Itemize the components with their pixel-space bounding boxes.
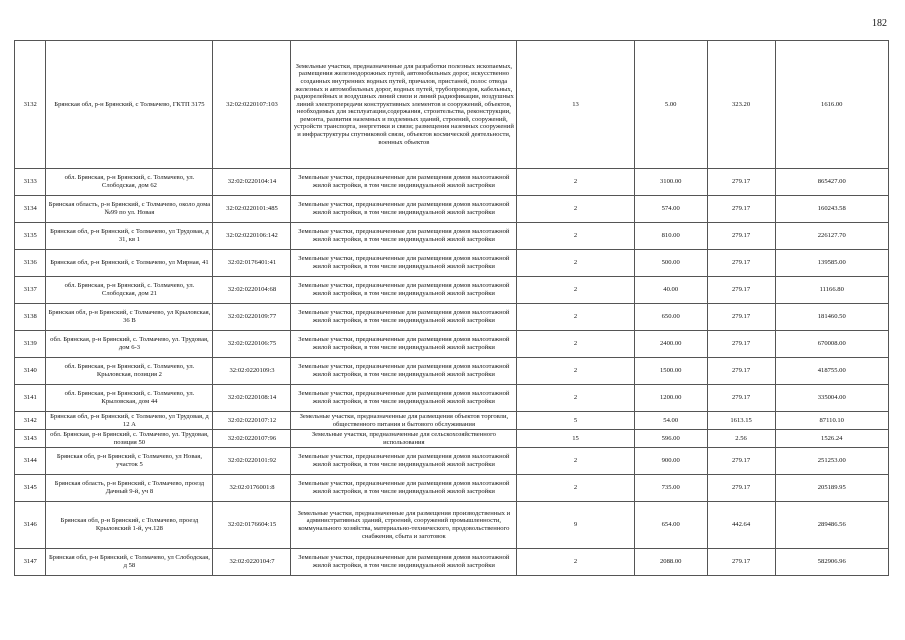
land-use-cell: Земельные участки, предназначенные для размещения домов малоэтажной жилой застройки, в том числе индивидуальной жилой застройки xyxy=(291,331,517,358)
use-group-code-cell: 2 xyxy=(517,475,634,502)
row-number-cell: 3135 xyxy=(15,223,46,250)
specific-value-cell: 279.17 xyxy=(707,549,775,576)
land-use-cell: Земельные участки, предназначенные для размещения домов малоэтажной жилой застройки, в том числе индивидуальной жилой застройки xyxy=(291,448,517,475)
cadastral-number-cell: 32:02:0220109:3 xyxy=(213,358,291,385)
cadastral-value-cell: 670008.00 xyxy=(775,331,889,358)
cadastral-number-cell: 32:02:0220106:75 xyxy=(213,331,291,358)
land-registry-table xyxy=(14,40,889,576)
specific-value-cell: 279.17 xyxy=(707,277,775,304)
address-cell: обл. Брянская, р-н Брянский, с. Толмачево, ул. Слободская, дом 62 xyxy=(46,169,213,196)
address-cell: обл. Брянская, р-н Брянский, с. Толмачево, ул. Крыловская, позиция 2 xyxy=(46,358,213,385)
land-use-cell: Земельные участки, предназначенные для размещения домов малоэтажной жилой застройки, в том числе индивидуальной жилой застройки xyxy=(291,223,517,250)
area-cell: 3100.00 xyxy=(634,169,707,196)
cadastral-number-cell: 32:02:0220109:77 xyxy=(213,304,291,331)
cadastral-value-cell: 139585.00 xyxy=(775,250,889,277)
land-use-cell: Земельные участки, предназначенные для размещения домов малоэтажной жилой застройки, в том числе индивидуальной жилой застройки xyxy=(291,169,517,196)
address-cell: обл. Брянская, р-н Брянский, с. Толмачево, ул. Трудовая, дом 6-3 xyxy=(46,331,213,358)
row-number-cell: 3133 xyxy=(15,169,46,196)
row-number-cell: 3139 xyxy=(15,331,46,358)
cadastral-value-cell: 181460.50 xyxy=(775,304,889,331)
area-cell: 654.00 xyxy=(634,502,707,549)
specific-value-cell: 279.17 xyxy=(707,223,775,250)
use-group-code-cell: 2 xyxy=(517,304,634,331)
area-cell: 900.00 xyxy=(634,448,707,475)
table-row xyxy=(15,304,889,331)
specific-value-cell: 279.17 xyxy=(707,169,775,196)
use-group-code-cell: 2 xyxy=(517,385,634,412)
table-row xyxy=(15,502,889,549)
specific-value-cell: 279.17 xyxy=(707,331,775,358)
use-group-code-cell: 2 xyxy=(517,223,634,250)
address-cell: Брянская обл, р-н Брянский, с Толмачево, ул Новая, участок 5 xyxy=(46,448,213,475)
specific-value-cell: 442.64 xyxy=(707,502,775,549)
land-use-cell: Земельные участки, предназначенные для размещения производственных и административных зданий, строений, сооружений промышленности, коммунального хозяйства, материально-технического, продовольственного снабжения, сбыта и заготовок xyxy=(291,502,517,549)
table-row xyxy=(15,475,889,502)
land-use-cell: Земельные участки, предназначенные для размещения домов малоэтажной жилой застройки, в том числе индивидуальной жилой застройки xyxy=(291,549,517,576)
cadastral-number-cell: 32:02:0220104:7 xyxy=(213,549,291,576)
cadastral-value-cell: 1526.24 xyxy=(775,430,889,448)
area-cell: 500.00 xyxy=(634,250,707,277)
address-cell: Брянская обл, р-н Брянский, с Толмачево, ул Мирная, 41 xyxy=(46,250,213,277)
address-cell: Брянская область, р-н Брянский, с Толмачево, проезд Дачный 9-й, уч 8 xyxy=(46,475,213,502)
cadastral-value-cell: 251253.00 xyxy=(775,448,889,475)
specific-value-cell: 323.20 xyxy=(707,41,775,169)
cadastral-number-cell: 32:02:0176604:15 xyxy=(213,502,291,549)
area-cell: 40.00 xyxy=(634,277,707,304)
use-group-code-cell: 15 xyxy=(517,430,634,448)
land-use-cell: Земельные участки, предназначенные для размещения домов малоэтажной жилой застройки, в том числе индивидуальной жилой застройки xyxy=(291,475,517,502)
use-group-code-cell: 2 xyxy=(517,549,634,576)
cadastral-value-cell: 418755.00 xyxy=(775,358,889,385)
land-use-cell: Земельные участки, предназначенные для размещения объектов торговли, общественного питания и бытового обслуживания xyxy=(291,412,517,430)
use-group-code-cell: 2 xyxy=(517,196,634,223)
area-cell: 54.00 xyxy=(634,412,707,430)
specific-value-cell: 2.56 xyxy=(707,430,775,448)
specific-value-cell: 279.17 xyxy=(707,250,775,277)
cadastral-number-cell: 32:02:0220101:485 xyxy=(213,196,291,223)
table-row xyxy=(15,169,889,196)
area-cell: 650.00 xyxy=(634,304,707,331)
table-row xyxy=(15,196,889,223)
use-group-code-cell: 2 xyxy=(517,331,634,358)
specific-value-cell: 279.17 xyxy=(707,448,775,475)
use-group-code-cell: 2 xyxy=(517,358,634,385)
area-cell: 574.00 xyxy=(634,196,707,223)
use-group-code-cell: 2 xyxy=(517,169,634,196)
address-cell: Брянская обл, р-н Брянский, с Толмачево, ул Слободская, д 58 xyxy=(46,549,213,576)
cadastral-number-cell: 32:02:0220107:103 xyxy=(213,41,291,169)
area-cell: 1200.00 xyxy=(634,385,707,412)
row-number-cell: 3137 xyxy=(15,277,46,304)
row-number-cell: 3134 xyxy=(15,196,46,223)
specific-value-cell: 279.17 xyxy=(707,358,775,385)
land-use-cell: Земельные участки, предназначенные для размещения домов малоэтажной жилой застройки, в том числе индивидуальной жилой застройки xyxy=(291,277,517,304)
row-number-cell: 3136 xyxy=(15,250,46,277)
cadastral-value-cell: 582906.96 xyxy=(775,549,889,576)
cadastral-value-cell: 289486.56 xyxy=(775,502,889,549)
row-number-cell: 3141 xyxy=(15,385,46,412)
row-number-cell: 3146 xyxy=(15,502,46,549)
row-number-cell: 3140 xyxy=(15,358,46,385)
row-number-cell: 3145 xyxy=(15,475,46,502)
table-body xyxy=(15,41,889,576)
area-cell: 596.00 xyxy=(634,430,707,448)
area-cell: 810.00 xyxy=(634,223,707,250)
specific-value-cell: 279.17 xyxy=(707,304,775,331)
cadastral-value-cell: 335004.00 xyxy=(775,385,889,412)
table-row xyxy=(15,250,889,277)
address-cell: Брянская обл, р-н Брянский, с Толмачево, ул Крыловская, 36 В xyxy=(46,304,213,331)
address-cell: Брянская обл, р-н Брянский, с Толмачево, ГКТП 3175 xyxy=(46,41,213,169)
cadastral-number-cell: 32:02:0220101:92 xyxy=(213,448,291,475)
cadastral-value-cell: 87110.10 xyxy=(775,412,889,430)
cadastral-number-cell: 32:02:0220107:12 xyxy=(213,412,291,430)
cadastral-value-cell: 865427.00 xyxy=(775,169,889,196)
land-use-cell: Земельные участки, предназначенные для размещения домов малоэтажной жилой застройки, в том числе индивидуальной жилой застройки xyxy=(291,385,517,412)
row-number-cell: 3144 xyxy=(15,448,46,475)
land-use-cell: Земельные участки, предназначенные для размещения домов малоэтажной жилой застройки, в том числе индивидуальной жилой застройки xyxy=(291,250,517,277)
land-use-cell: Земельные участки, предназначенные для размещения домов малоэтажной жилой застройки, в том числе индивидуальной жилой застройки xyxy=(291,304,517,331)
cadastral-value-cell: 11166.80 xyxy=(775,277,889,304)
land-use-cell: Земельные участки, предназначенные для размещения домов малоэтажной жилой застройки, в том числе индивидуальной жилой застройки xyxy=(291,196,517,223)
use-group-code-cell: 5 xyxy=(517,412,634,430)
table-row xyxy=(15,277,889,304)
table-row xyxy=(15,385,889,412)
area-cell: 2400.00 xyxy=(634,331,707,358)
table-row xyxy=(15,448,889,475)
cadastral-number-cell: 32:02:0220104:14 xyxy=(213,169,291,196)
cadastral-value-cell: 1616.00 xyxy=(775,41,889,169)
cadastral-number-cell: 32:02:0220107:96 xyxy=(213,430,291,448)
area-cell: 735.00 xyxy=(634,475,707,502)
address-cell: Брянская обл, р-н Брянский, с Толмачево, ул Трудовая, д 31, кв 1 xyxy=(46,223,213,250)
area-cell: 1500.00 xyxy=(634,358,707,385)
cadastral-number-cell: 32:02:0220104:68 xyxy=(213,277,291,304)
row-number-cell: 3143 xyxy=(15,430,46,448)
use-group-code-cell: 2 xyxy=(517,250,634,277)
address-cell: обл. Брянская, р-н Брянский, с. Толмачево, ул. Слободская, дом 21 xyxy=(46,277,213,304)
use-group-code-cell: 2 xyxy=(517,277,634,304)
land-use-cell: Земельные участки, предназначенные для разработки полезных ископаемых, размещения железнодорожных путей, автомобильных дорог, искусственно созданных внутренних водных путей, причалов, пристаней, полос отвода железных и автомобильных дорог, водных путей, трубопроводов, кабельных, радиорелейных и воздушных линий связи и линий радиофикации, воздушных линий электропередачи конструктивных элементов и сооружений, объектов, необходимых для эксплуатации,содержания, строительства, реконструкции, ремонта, развития наземных и подземных зданий, строений, сооружений, устройств транспорта, энергетики и связи; размещения наземных сооружений и инфраструктуры спутниковой связи, объектов космической деятельности, военных объектов xyxy=(291,41,517,169)
address-cell: Брянская обл, р-н Брянский, с Толмачево, проезд Крыловский 1-й, уч.128 xyxy=(46,502,213,549)
table-row xyxy=(15,549,889,576)
address-cell: обл. Брянская, р-н Брянский, с. Толмачево, ул. Трудовая, позиция 50 xyxy=(46,430,213,448)
land-use-cell: Земельные участки, предназначенные для сельскохозяйственного использования xyxy=(291,430,517,448)
specific-value-cell: 1613.15 xyxy=(707,412,775,430)
land-use-cell: Земельные участки, предназначенные для размещения домов малоэтажной жилой застройки, в том числе индивидуальной жилой застройки xyxy=(291,358,517,385)
specific-value-cell: 279.17 xyxy=(707,475,775,502)
page-number: 182 xyxy=(872,18,887,29)
address-cell: Брянская область, р-н Брянский, с Толмачево, около дома №99 по ул. Новая xyxy=(46,196,213,223)
table-row xyxy=(15,358,889,385)
row-number-cell: 3142 xyxy=(15,412,46,430)
table-row xyxy=(15,331,889,358)
cadastral-value-cell: 160243.58 xyxy=(775,196,889,223)
cadastral-value-cell: 226127.70 xyxy=(775,223,889,250)
specific-value-cell: 279.17 xyxy=(707,385,775,412)
cadastral-number-cell: 32:02:0220106:142 xyxy=(213,223,291,250)
use-group-code-cell: 9 xyxy=(517,502,634,549)
table-row xyxy=(15,223,889,250)
table-row xyxy=(15,41,889,169)
specific-value-cell: 279.17 xyxy=(707,196,775,223)
row-number-cell: 3138 xyxy=(15,304,46,331)
use-group-code-cell: 13 xyxy=(517,41,634,169)
area-cell: 2088.00 xyxy=(634,549,707,576)
cadastral-number-cell: 32:02:0176001:8 xyxy=(213,475,291,502)
cadastral-number-cell: 32:02:0220108:14 xyxy=(213,385,291,412)
row-number-cell: 3132 xyxy=(15,41,46,169)
row-number-cell: 3147 xyxy=(15,549,46,576)
area-cell: 5.00 xyxy=(634,41,707,169)
address-cell: обл. Брянская, р-н Брянский, с. Толмачево, ул. Крыловская, дом 44 xyxy=(46,385,213,412)
cadastral-value-cell: 205189.95 xyxy=(775,475,889,502)
table-row xyxy=(15,430,889,448)
cadastral-number-cell: 32:02:0176401:41 xyxy=(213,250,291,277)
use-group-code-cell: 2 xyxy=(517,448,634,475)
table-row xyxy=(15,412,889,430)
address-cell: Брянская обл, р-н Брянский, с Толмачево, ул Трудовая, д 12 А xyxy=(46,412,213,430)
